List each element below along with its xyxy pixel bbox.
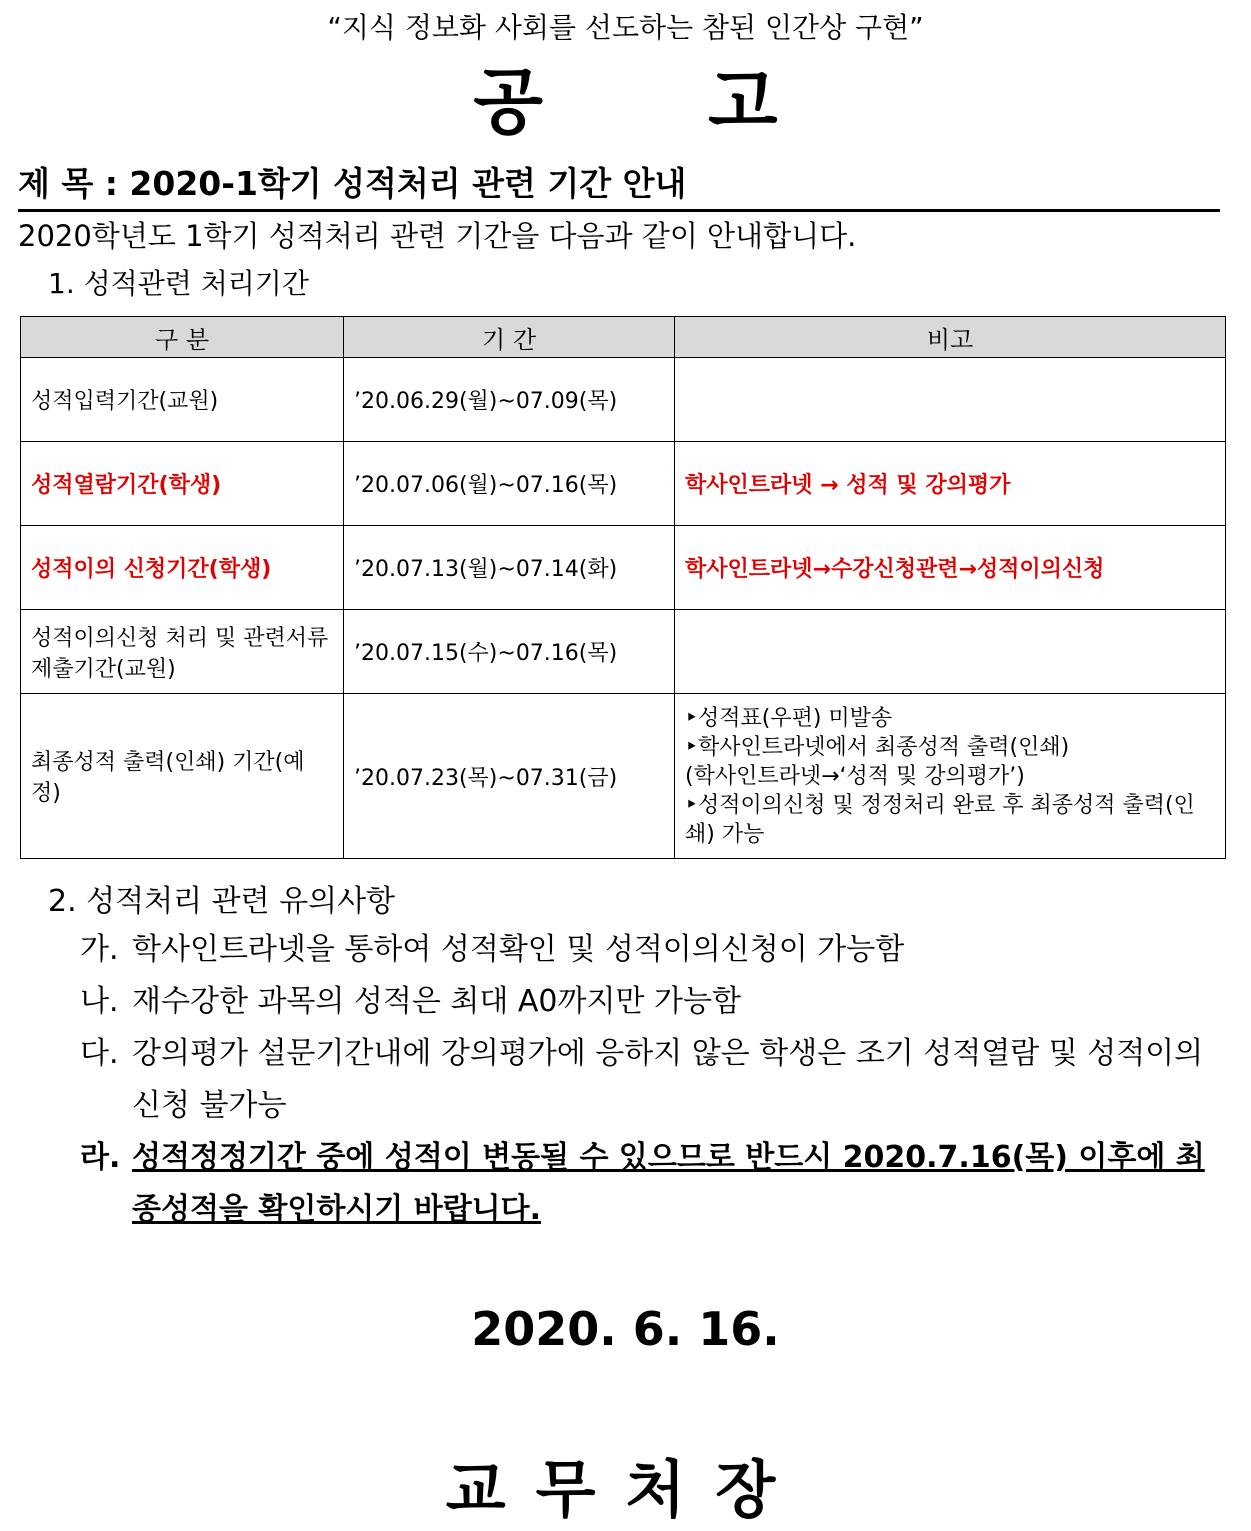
note-cell (675, 694, 1226, 859)
intro-text: 2020학년도 1학기 성적처리 관련 기간을 다음과 같이 안내합니다. (18, 219, 857, 253)
note-line: (학사인트라넷→‘성적 및 강의평가’) (685, 763, 1025, 789)
item-text: 강의평가 설문기간내에 강의평가에 응하지 않은 학생은 조기 성적열람 및 성적이의신청 불가능 (132, 1036, 1204, 1123)
category-cell: 성적입력기간(교원) (21, 358, 344, 442)
section2-heading: 2. 성적처리 관련 유의사항 (48, 884, 396, 919)
note-cell: 학사인트라넷 → 성적 및 강의평가 (675, 442, 1226, 526)
item-marker: 다. (80, 1036, 119, 1071)
note-line: ‣학사인트라넷에서 최종성적 출력(인쇄) (685, 734, 1070, 760)
list-item (80, 1132, 1225, 1236)
item-text: 재수강한 과목의 성적은 최대 A0까지만 가능함 (132, 984, 741, 1019)
item-marker: 가. (80, 932, 119, 967)
item-text: 학사인트라넷을 통하여 성적확인 및 성적이의신청이 가능함 (132, 932, 905, 967)
note-cell (675, 358, 1226, 442)
period-cell: ’20.07.06(월)~07.16(목) (344, 442, 675, 526)
note-cell: 학사인트라넷→수강신청관련→성적이의신청 (675, 526, 1226, 610)
section1-heading: 1. 성적관련 처리기간 (48, 267, 309, 300)
category-cell: 성적열람기간(학생) (21, 442, 344, 526)
period-cell: ’20.07.13(월)~07.14(화) (344, 526, 675, 610)
note-cell (675, 610, 1226, 694)
table-row (21, 610, 1226, 694)
item-marker: 나. (80, 984, 119, 1019)
list-item (80, 924, 1225, 976)
category-cell: 최종성적 출력(인쇄) 기간(예정) (21, 694, 344, 859)
notice-date: 2020. 6. 16. (471, 1302, 780, 1356)
period-cell: ’20.07.15(수)~07.16(목) (344, 610, 675, 694)
period-cell: ’20.07.23(목)~07.31(금) (344, 694, 675, 859)
column-header: 기 간 (344, 317, 675, 358)
issuing-office: 교무처장 (445, 1453, 806, 1526)
column-header: 비고 (675, 317, 1226, 358)
table-row (21, 442, 1226, 526)
item-marker: 라. (80, 1140, 121, 1175)
list-item (80, 1028, 1225, 1132)
table-row (21, 526, 1226, 610)
table-header-row (21, 317, 1226, 358)
category-cell: 성적이의신청 처리 및 관련서류 제출기간(교원) (21, 610, 344, 694)
periods-table (20, 316, 1226, 859)
table-row (21, 694, 1226, 859)
note-line: ‣성적이의신청 및 정정처리 완료 후 최종성적 출력(인쇄) 가능 (685, 792, 1195, 847)
item-text (132, 1132, 1225, 1236)
period-cell: ’20.06.29(월)~07.09(목) (344, 358, 675, 442)
motto: “지식 정보화 사회를 선도하는 참된 인간상 구현” (327, 11, 924, 44)
notice-title: 공 고 (473, 60, 778, 144)
column-header: 구 분 (21, 317, 344, 358)
category-cell: 성적이의 신청기간(학생) (21, 526, 344, 610)
notice-items (80, 924, 1225, 1236)
list-item (80, 976, 1225, 1028)
table-row (21, 358, 1226, 442)
emphasized-text: 성적정정기간 중에 성적이 변동될 수 있으므로 반드시 2020.7.16(목) 이후에 최종성적을 확인하시기 바랍니다. (132, 1140, 1205, 1227)
note-line: ‣성적표(우편) 미발송 (685, 705, 893, 731)
subject-line: 제 목 : 2020-1학기 성적처리 관련 기간 안내 (18, 158, 1220, 212)
